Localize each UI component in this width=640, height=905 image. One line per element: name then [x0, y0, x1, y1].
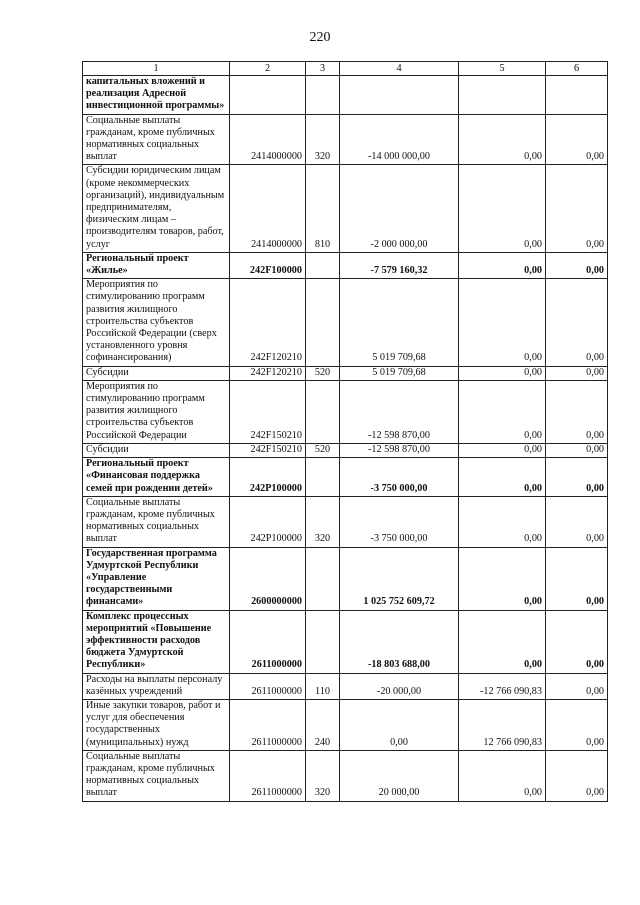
row-code-cell: 242P100000	[230, 458, 306, 497]
row-amount-col4-cell: -3 750 000,00	[340, 458, 459, 497]
row-amount-col4-cell: -20 000,00	[340, 673, 459, 699]
row-amount-col6-cell	[546, 76, 608, 115]
table-row	[83, 380, 608, 443]
row-name-cell: Региональный проект «Финансовая поддержка семей при рождении детей»	[83, 458, 230, 497]
row-code-cell: 242F150210	[230, 443, 306, 457]
row-amount-col5-cell: 0,00	[459, 750, 546, 801]
row-name-cell: Субсидии юридическим лицам (кроме некоммерческих организаций), индивидуальным предпринимателям, физическим лицам – производителям товаров, работ, услуг	[83, 165, 230, 252]
row-amount-col6-cell: 0,00	[546, 673, 608, 699]
row-amount-col4-cell: 5 019 709,68	[340, 279, 459, 366]
row-amount-col4-cell: 1 025 752 609,72	[340, 547, 459, 610]
row-amount-col5-cell: 0,00	[459, 366, 546, 380]
table-row	[83, 366, 608, 380]
row-expense-type-cell	[306, 380, 340, 443]
row-amount-col4-cell: -2 000 000,00	[340, 165, 459, 252]
col-header-6: 6	[546, 62, 608, 76]
row-amount-col5-cell: 0,00	[459, 165, 546, 252]
row-name-cell: Социальные выплаты гражданам, кроме публичных нормативных социальных выплат	[83, 114, 230, 165]
col-header-3: 3	[306, 62, 340, 76]
row-name-cell: Субсидии	[83, 443, 230, 457]
table-row	[83, 673, 608, 699]
row-amount-col5-cell: 0,00	[459, 380, 546, 443]
row-amount-col4-cell: -12 598 870,00	[340, 443, 459, 457]
row-amount-col5-cell: 0,00	[459, 279, 546, 366]
row-amount-col4-cell: -7 579 160,32	[340, 252, 459, 278]
row-amount-col6-cell: 0,00	[546, 458, 608, 497]
row-code-cell	[230, 76, 306, 115]
row-amount-col6-cell: 0,00	[546, 252, 608, 278]
row-expense-type-cell	[306, 547, 340, 610]
row-code-cell: 242F150210	[230, 380, 306, 443]
row-expense-type-cell: 520	[306, 443, 340, 457]
row-amount-col5-cell: 0,00	[459, 547, 546, 610]
col-header-4: 4	[340, 62, 459, 76]
table-row	[83, 610, 608, 673]
row-expense-type-cell: 240	[306, 699, 340, 750]
row-amount-col6-cell: 0,00	[546, 380, 608, 443]
row-name-cell: Мероприятия по стимулированию программ развития жилищного строительства субъектов Российской Федерации (сверх установленного уровня софинансирования)	[83, 279, 230, 366]
row-amount-col6-cell: 0,00	[546, 750, 608, 801]
row-code-cell: 2414000000	[230, 114, 306, 165]
row-amount-col6-cell: 0,00	[546, 443, 608, 457]
row-expense-type-cell: 520	[306, 366, 340, 380]
row-expense-type-cell: 110	[306, 673, 340, 699]
row-amount-col6-cell: 0,00	[546, 114, 608, 165]
row-amount-col6-cell: 0,00	[546, 610, 608, 673]
row-expense-type-cell: 320	[306, 114, 340, 165]
row-code-cell: 242F120210	[230, 366, 306, 380]
budget-table	[82, 61, 608, 802]
row-expense-type-cell	[306, 252, 340, 278]
row-name-cell: Комплекс процессных мероприятий «Повышение эффективности расходов бюджета Удмуртской Республики»	[83, 610, 230, 673]
row-amount-col6-cell: 0,00	[546, 366, 608, 380]
row-amount-col4-cell	[340, 76, 459, 115]
row-code-cell: 2611000000	[230, 673, 306, 699]
row-amount-col4-cell: 20 000,00	[340, 750, 459, 801]
row-amount-col5-cell: 0,00	[459, 610, 546, 673]
row-name-cell: Государственная программа Удмуртской Республики «Управление государственными финансами»	[83, 547, 230, 610]
row-amount-col5-cell: -12 766 090,83	[459, 673, 546, 699]
row-name-cell: Мероприятия по стимулированию программ развития жилищного строительства субъектов Российской Федерации	[83, 380, 230, 443]
row-amount-col5-cell: 0,00	[459, 496, 546, 547]
row-name-cell: Иные закупки товаров, работ и услуг для обеспечения государственных (муниципальных) нужд	[83, 699, 230, 750]
row-amount-col6-cell: 0,00	[546, 165, 608, 252]
row-code-cell: 2414000000	[230, 165, 306, 252]
table-row	[83, 165, 608, 252]
row-amount-col6-cell: 0,00	[546, 279, 608, 366]
row-amount-col4-cell: -14 000 000,00	[340, 114, 459, 165]
row-amount-col5-cell: 0,00	[459, 458, 546, 497]
row-expense-type-cell	[306, 610, 340, 673]
table-row	[83, 750, 608, 801]
row-amount-col5-cell: 12 766 090,83	[459, 699, 546, 750]
table-row	[83, 443, 608, 457]
table-row	[83, 547, 608, 610]
table-header-row	[83, 62, 608, 76]
table-body	[83, 76, 608, 802]
row-code-cell: 2600000000	[230, 547, 306, 610]
row-code-cell: 2611000000	[230, 610, 306, 673]
row-amount-col4-cell: -12 598 870,00	[340, 380, 459, 443]
table-row	[83, 252, 608, 278]
row-expense-type-cell: 810	[306, 165, 340, 252]
row-amount-col6-cell: 0,00	[546, 547, 608, 610]
row-code-cell: 242F100000	[230, 252, 306, 278]
row-code-cell: 2611000000	[230, 699, 306, 750]
row-expense-type-cell: 320	[306, 750, 340, 801]
row-name-cell: капитальных вложений и реализация Адресной инвестиционной программы»	[83, 76, 230, 115]
table-row	[83, 279, 608, 366]
row-amount-col6-cell: 0,00	[546, 699, 608, 750]
row-code-cell: 242F120210	[230, 279, 306, 366]
row-name-cell: Субсидии	[83, 366, 230, 380]
row-amount-col5-cell	[459, 76, 546, 115]
table-row	[83, 458, 608, 497]
table-row	[83, 114, 608, 165]
col-header-1: 1	[83, 62, 230, 76]
page-number: 220	[309, 30, 331, 45]
table-row	[83, 76, 608, 115]
row-expense-type-cell	[306, 458, 340, 497]
row-name-cell: Социальные выплаты гражданам, кроме публичных нормативных социальных выплат	[83, 496, 230, 547]
row-amount-col5-cell: 0,00	[459, 252, 546, 278]
row-amount-col4-cell: 0,00	[340, 699, 459, 750]
row-amount-col4-cell: -18 803 688,00	[340, 610, 459, 673]
row-code-cell: 2611000000	[230, 750, 306, 801]
row-amount-col4-cell: -3 750 000,00	[340, 496, 459, 547]
row-name-cell: Социальные выплаты гражданам, кроме публичных нормативных социальных выплат	[83, 750, 230, 801]
table-row	[83, 496, 608, 547]
row-expense-type-cell	[306, 76, 340, 115]
row-amount-col4-cell: 5 019 709,68	[340, 366, 459, 380]
row-amount-col5-cell: 0,00	[459, 443, 546, 457]
row-amount-col6-cell: 0,00	[546, 496, 608, 547]
col-header-2: 2	[230, 62, 306, 76]
row-name-cell: Расходы на выплаты персоналу казённых учреждений	[83, 673, 230, 699]
col-header-5: 5	[459, 62, 546, 76]
row-name-cell: Региональный проект «Жилье»	[83, 252, 230, 278]
row-amount-col5-cell: 0,00	[459, 114, 546, 165]
table-row	[83, 699, 608, 750]
row-expense-type-cell	[306, 279, 340, 366]
row-expense-type-cell: 320	[306, 496, 340, 547]
row-code-cell: 242P100000	[230, 496, 306, 547]
